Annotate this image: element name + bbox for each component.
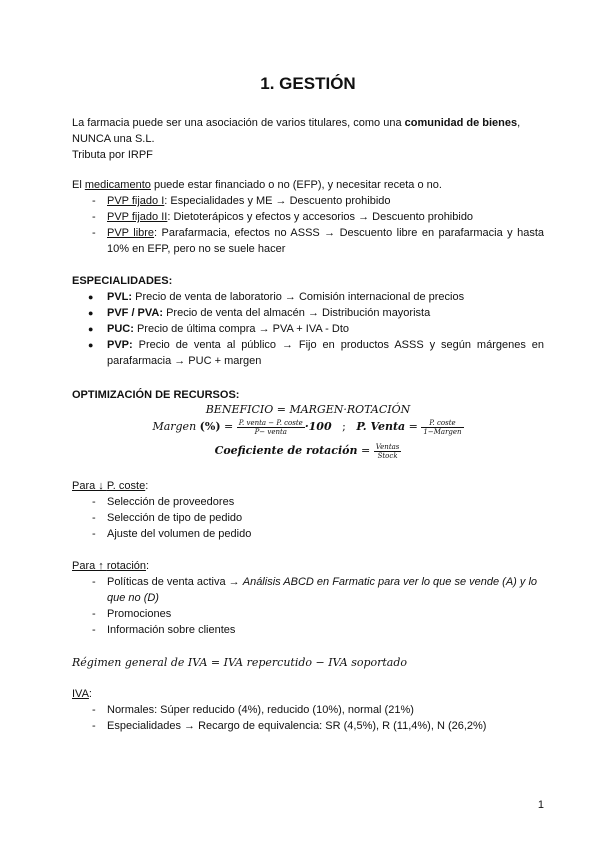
list-item: - PVP fijado II: Dietoterápicos y efectos y accesorios → Descuento prohibido — [72, 209, 544, 225]
intro-line-2: NUNCA una S.L. — [72, 133, 155, 145]
list-item: ● PVF / PVA: Precio de venta del almacén → Distribución mayorista — [72, 305, 544, 321]
subsection-heading: IVA: — [72, 688, 92, 700]
list-item: - Información sobre clientes — [72, 622, 544, 638]
list-item: - Ajuste del volumen de pedido — [72, 526, 544, 542]
page-title: 1. GESTIÓN — [260, 74, 356, 93]
list-item: - PVP libre: Parafarmacia, efectos no ASSS → Descuento libre en parafarmacia y hasta 10% en EFP, pero no se suele hacer — [72, 225, 544, 257]
formula-margen: Margen (%) = $\frac{\text{P. venta − P. coste}}{\text{P− venta}}$ ·100 ; P. Venta = $\frac{\text{P. coste}}{\text{1−Margen}}$ — [152, 418, 462, 436]
intro-line-1: La farmacia puede ser una asociación de varios titulares, como una comunidad de bienes, — [72, 117, 521, 129]
fraction: $\frac{\text{P. venta − P. coste}}{\text{P− venta}}$ — [238, 418, 303, 436]
medicamento-intro: El medicamento puede estar financiado o no (EFP), y necesitar receta o no. — [72, 179, 442, 191]
iva-section — [72, 686, 544, 734]
list-item: - Especialidades → Recargo de equivalencia: SR (4,5%), R (11,4%), N (26,2%) — [72, 718, 544, 734]
intro-paragraph — [72, 115, 544, 163]
rotacion-section — [72, 558, 544, 638]
subsection-heading: Para ↑ rotación: — [72, 560, 150, 572]
list-item: ● PVL: Precio de venta de laboratorio → Comisión internacional de precios — [72, 289, 544, 305]
especialidades-section — [72, 273, 544, 369]
coste-section — [72, 478, 544, 542]
list-item: ● PVP: Precio de venta al público → Fijo en productos ASSS y según márgenes en parafarmacia → PUC + margen — [72, 337, 544, 369]
optimizacion-section — [72, 387, 544, 403]
fraction: $\frac{\text{P. coste}}{\text{1−Margen}}$ — [423, 418, 462, 436]
list-item: ● PUC: Precio de última compra → PVA + IVA - Dto — [72, 321, 544, 337]
subsection-heading: Para ↓ P. coste: — [72, 480, 149, 492]
list-item: - Promociones — [72, 606, 544, 622]
list-item: - Normales: Súper reducido (4%), reducido (10%), normal (21%) — [72, 702, 544, 718]
page-number: 1 — [537, 799, 544, 811]
list-item: - Selección de proveedores — [72, 494, 544, 510]
list-item: - Políticas de venta activa → Análisis ABCD en Farmatic para ver lo que se vende (A) y lo que no (D) — [72, 574, 544, 606]
formula-regimen: Régimen general de IVA = IVA repercutido − IVA soportado — [72, 656, 408, 669]
formula-coeficiente: Coeficiente de rotación = $\frac{\text{Ventas}}{\text{Stock}}$ — [214, 442, 400, 460]
list-item: - PVP fijado I: Especialidades y ME → Descuento prohibido — [72, 193, 544, 209]
medicamento-section — [72, 177, 544, 257]
section-heading: ESPECIALIDADES: — [72, 275, 173, 287]
list-item: - Selección de tipo de pedido — [72, 510, 544, 526]
intro-line-3: Tributa por IRPF — [72, 149, 153, 161]
section-heading: OPTIMIZACIÓN DE RECURSOS: — [72, 389, 240, 401]
fraction: $\frac{\text{Ventas}}{\text{Stock}}$ — [375, 442, 400, 460]
formula-beneficio: BENEFICIO = MARGEN·ROTACIÓN — [205, 403, 411, 416]
